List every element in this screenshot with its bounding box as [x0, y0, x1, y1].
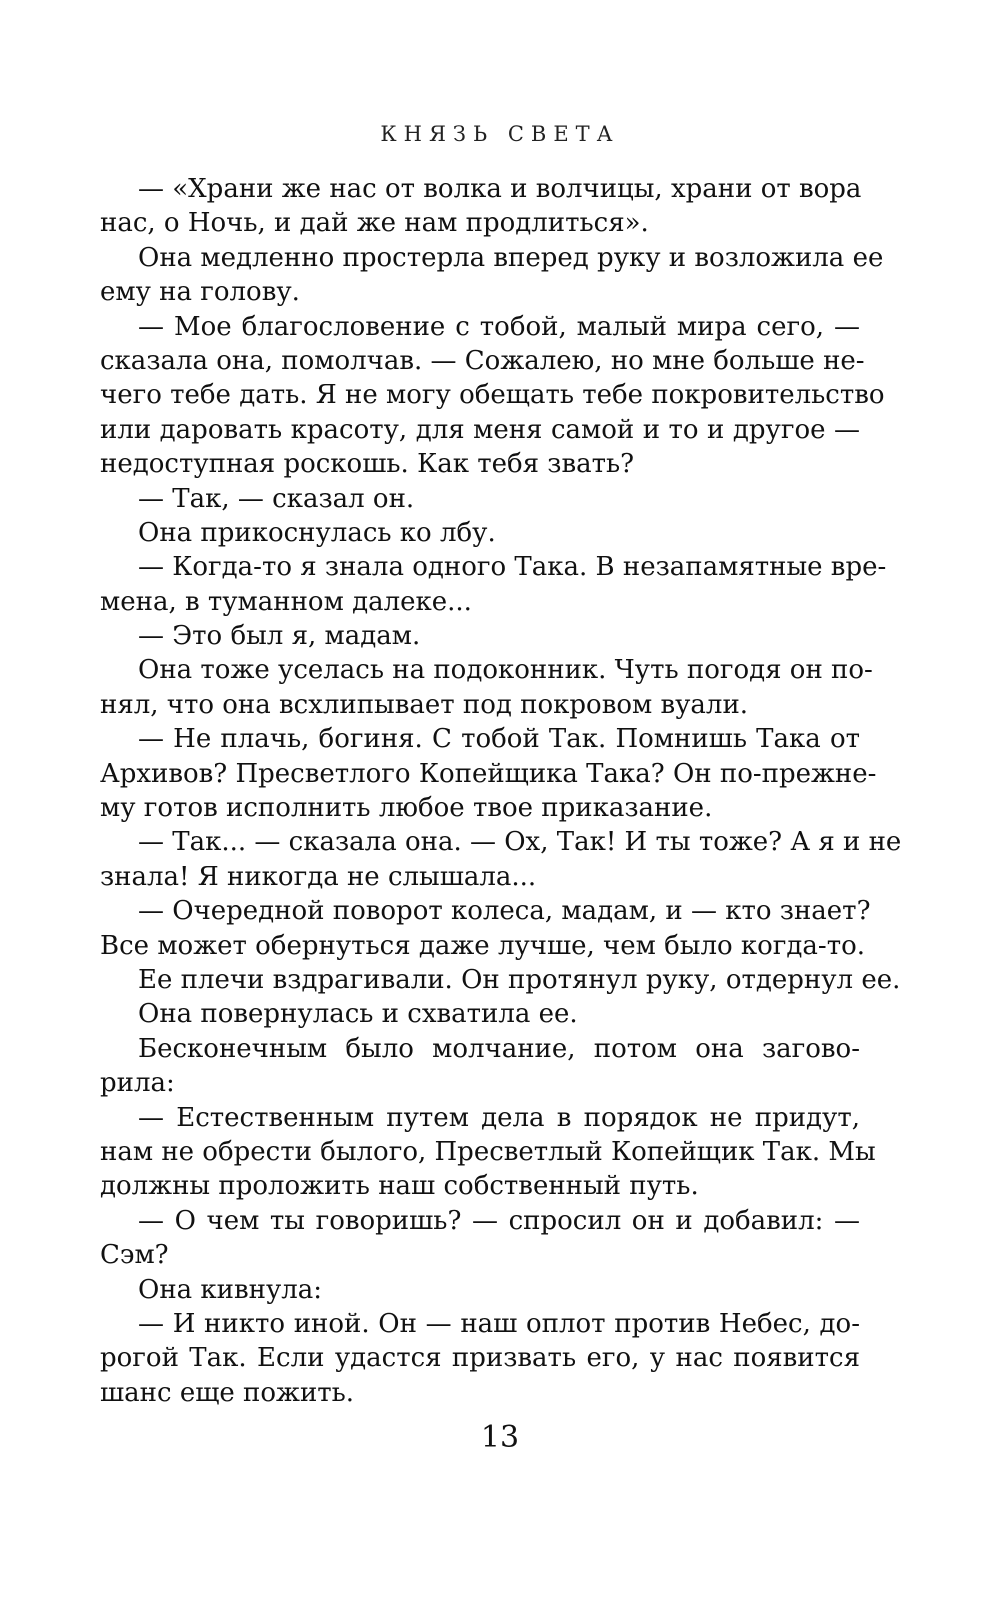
text-line: Она медленно простерла вперед руку и возложила ее — [138, 242, 884, 273]
text-line: Она тоже уселась на подоконник. Чуть погодя он по- — [138, 655, 873, 686]
text-line: ему на голову. — [100, 277, 300, 308]
page-number: 13 — [480, 1420, 520, 1455]
running-title: КНЯЗЬ СВЕТА — [380, 122, 620, 146]
text-line: Ее плечи вздрагивали. Он протянул руку, отдернул ее. — [138, 964, 901, 995]
text-line: рогой Так. Если удастся призвать его, у нас появится — [100, 1343, 860, 1374]
text-line: — И никто иной. Он — наш оплот против Небес, до- — [138, 1308, 860, 1339]
text-line: нял, что она всхлипывает под покровом вуали. — [100, 689, 749, 720]
text-line: — Так, — сказал он. — [138, 483, 415, 514]
text-line: Она кивнула: — [138, 1274, 323, 1305]
text-line: шанс еще пожить. — [100, 1377, 355, 1408]
text-line: — Мое благословение с тобой, малый мира сего, — — [138, 311, 860, 342]
text-line: — Очередной поворот колеса, мадам, и — кто знает? — [138, 896, 871, 927]
text-line: знала! Я никогда не слышала... — [100, 861, 537, 892]
text-line: мена, в туманном далеке... — [100, 586, 472, 617]
text-line: — Так... — сказала она. — Ох, Так! И ты тоже? А я и не — [138, 827, 902, 858]
text-line: нас, о Ночь, и дай же нам продлиться». — [100, 208, 649, 239]
text-line: или даровать красоту, для меня самой и то и другое — — [100, 414, 860, 445]
text-line: — Это был я, мадам. — [138, 621, 421, 652]
text-line: должны проложить наш собственный путь. — [100, 1171, 699, 1202]
text-line: недоступная роскошь. Как тебя звать? — [100, 449, 635, 480]
text-line: Она прикоснулась ко лбу. — [138, 517, 496, 548]
text-line: — Не плачь, богиня. С тобой Так. Помнишь Така от — [138, 724, 860, 755]
text-line: — Естественным путем дела в порядок не придут, — [138, 1102, 860, 1133]
text-line: сказала она, помолчав. — Сожалею, но мне больше не- — [100, 345, 865, 376]
text-line: — Когда-то я знала одного Така. В незапамятные вре- — [138, 552, 887, 583]
body-text — [100, 172, 902, 1410]
text-line: Сэм? — [100, 1240, 169, 1271]
text-line: му готов исполнить любое твое приказание. — [100, 793, 713, 824]
text-line: — О чем ты говоришь? — спросил он и добавил: — — [138, 1205, 860, 1236]
text-line: Архивов? Пресветлого Копейщика Така? Он по-прежне- — [100, 758, 877, 789]
text-line: рила: — [100, 1068, 175, 1099]
text-line: Бесконечным было молчание, потом она загово- — [138, 1033, 860, 1064]
text-line: Все может обернуться даже лучше, чем было когда-то. — [100, 930, 866, 961]
text-line: чего тебе дать. Я не могу обещать тебе покровительство — [100, 380, 885, 411]
text-line: Она повернулась и схватила ее. — [138, 999, 578, 1030]
text-line: нам не обрести былого, Пресветлый Копейщик Так. Мы — [100, 1136, 876, 1167]
text-line: — «Храни же нас от волка и волчицы, храни от вора — [138, 174, 862, 204]
